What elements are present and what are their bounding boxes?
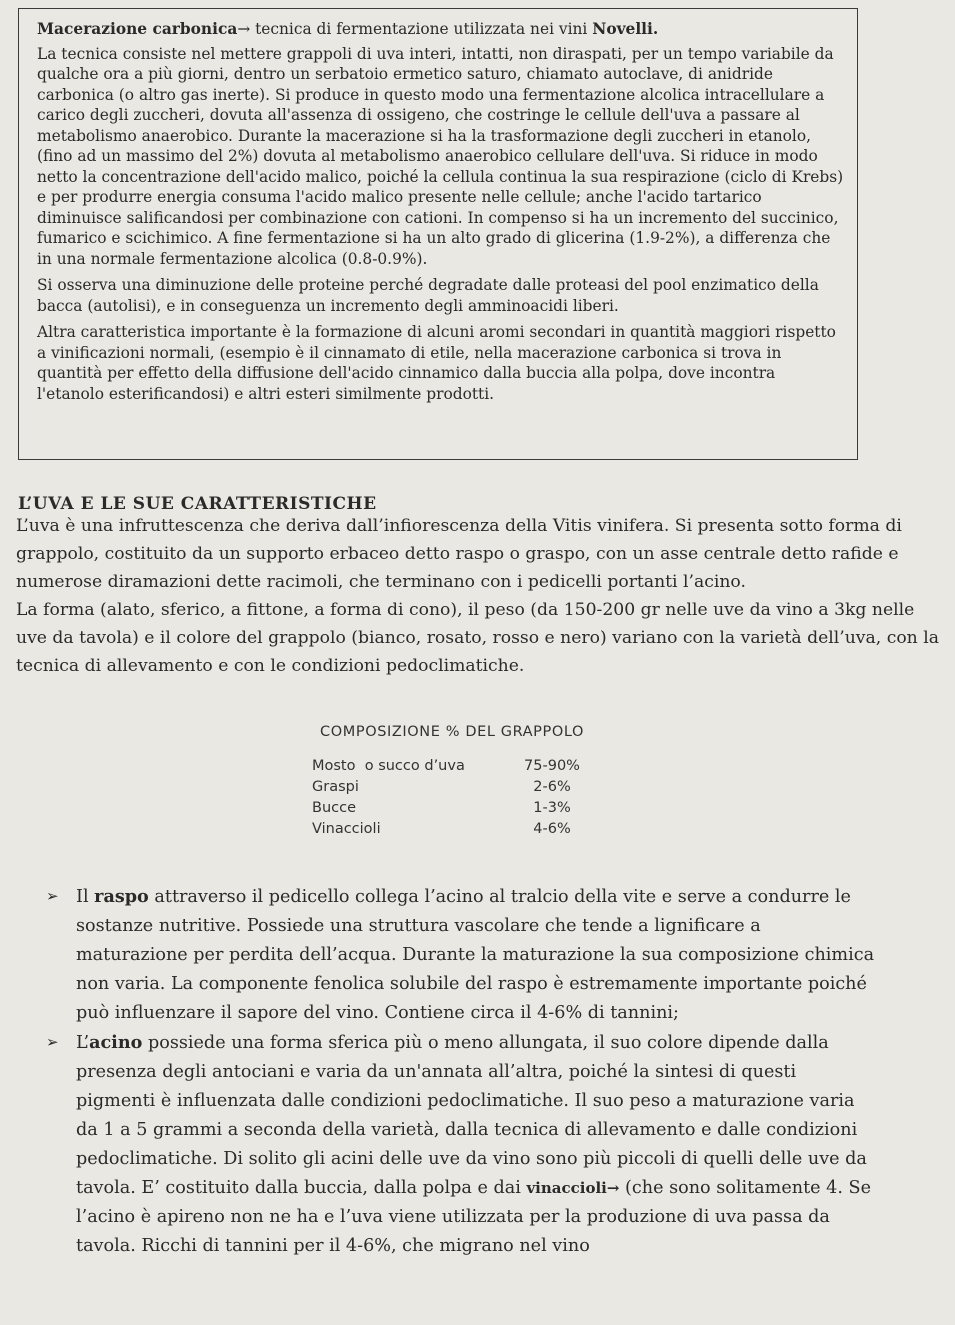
bullet-acino-text-2: (che sono solitamente 4. Se l’acino è apireno non ne ha e l’uva viene utilizzata per la produzione di uva passa da tavola. Ricchi di tannini per il 4-6%, che migrano nel vino <box>76 1178 872 1256</box>
box-title-rest: → tecnica di fermentazione utilizzata nei vini <box>237 20 593 38</box>
composition-value: 75-90% <box>524 758 580 774</box>
composition-name: Graspi <box>312 779 359 795</box>
intro-paragraph-1: L’uva è una infruttescenza che deriva dall’infiorescenza della Vitis vinifera. Si presenta sotto forma di grappolo, costituito da un supporto erbaceo detto raspo o graspo, con un asse centrale detto rafide e numerose diramazioni dette racimoli, che terminano con i pedicelli portanti l’acino. <box>16 516 902 592</box>
box-headline <box>37 19 845 40</box>
intro-paragraph-2: La forma (alato, sferico, a fittone, a forma di cono), il peso (da 150-200 gr nelle uve da vino a 3kg nelle uve da tavola) e il colore del grappolo (bianco, rosato, rosso e nero) variano con la varietà dell’uva, con la tecnica di allevamento e con le condizioni pedoclimatiche. <box>16 600 939 676</box>
box-paragraph-3: Altra caratteristica importante è la formazione di alcuni aromi secondari in quantità maggiori rispetto a vinificazioni normali, (esempio è il cinnamato di etile, nella macerazione carbonica si trova in quantità per effetto della diffusione dell'acido cinnamico dalla buccia alla polpa, dove incontra l'etanolo esterificandosi) e altri esteri similmente prodotti. <box>37 323 836 403</box>
bullet-raspo-term: raspo <box>94 886 149 907</box>
macerazione-box <box>18 8 858 460</box>
arrow-bullet-icon: ➢ <box>46 1033 59 1051</box>
box-paragraph-1: La tecnica consiste nel mettere grappoli di uva interi, intatti, non diraspati, per un tempo variabile da qualche ora a più giorni, dentro un serbatoio ermetico saturo, chiamato autoclave, di anidride carbonica (o altro gas inerte). Si produce in questo modo una fermentazione alcolica intracellulare a carico degli zuccheri, dovuta all'assenza di ossigeno, che costringe le cellule dell'uva a passare al metabolismo anaerobico. Durante la macerazione si ha la trasformazione degli zuccheri in etanolo, (fino ad un massimo del 2%) dovuta al metabolismo anaerobico cellulare dell'uva. Si riduce in modo netto la concentrazione dell'acido malico, poiché la cellula continua la sua respirazione (ciclo di Krebs) e per produrre energia consuma l'acido malico presente nelle cellule; anche l'acido tartarico diminuisce salificandosi per combinazione con cationi. In compenso si ha un incremento del succinico, fumarico e scichimico. A fine fermentazione si ha un alto grado di glicerina (1.9-2%), a differenza che in una normale fermentazione alcolica (0.8-0.9%). <box>37 44 844 268</box>
composition-row <box>308 819 608 840</box>
composition-name: Bucce <box>312 800 357 816</box>
composition-row <box>308 777 608 798</box>
composition-value: 4-6% <box>533 821 571 837</box>
composition-table <box>308 724 608 840</box>
box-paragraph-2: Si osserva una diminuzione delle proteine perché degradate dalle proteasi del pool enzimatico della bacca (autolisi), e in conseguenza un incremento degli amminoacidi liberi. <box>37 276 819 315</box>
section-intro <box>16 512 946 680</box>
bullet-acino-term: acino <box>89 1032 143 1053</box>
bullet-raspo-text: attraverso il pedicello collega l’acino al tralcio della vite e serve a condurre le sostanze nutritive. Possiede una struttura vascolare che tende a lignificare a maturazione per perdita dell’acqua. Durante la maturazione la sua composizione chimica non varia. La componente fenolica solubile del raspo è estremamente importante poiché può influenzare il sapore del vino. Contiene circa il 4-6% di tannini; <box>76 887 875 1023</box>
bullet-acino-pre: L’ <box>76 1033 90 1053</box>
arrow-bullet-icon: ➢ <box>46 887 59 905</box>
composition-title: COMPOSIZIONE % DEL GRAPPOLO <box>320 724 585 740</box>
bullet-raspo <box>46 882 876 1028</box>
composition-row <box>308 756 608 777</box>
section-title: L’UVA E LE SUE CARATTERISTICHE <box>18 494 377 514</box>
composition-name: Mosto o succo d’uva <box>312 758 465 774</box>
bullet-acino <box>46 1028 876 1261</box>
composition-value: 1-3% <box>533 800 571 816</box>
box-title: Macerazione carbonica <box>37 20 238 38</box>
composition-value: 2-6% <box>533 779 571 795</box>
bullet-raspo-pre: Il <box>76 887 95 907</box>
bullet-vinaccioli-term: vinaccioli→ <box>526 1179 620 1197</box>
bullet-list <box>46 882 876 1261</box>
composition-row <box>308 798 608 819</box>
composition-name: Vinaccioli <box>312 821 381 837</box>
bullet-acino-text: possiede una forma sferica più o meno allungata, il suo colore dipende dalla presenza degli antociani e varia da un'annata all’altra, poiché la sintesi di questi pigmenti è influenzata dalle condizioni pedoclimatiche. Il suo peso a maturazione varia da 1 a 5 grammi a seconda della varietà, dalla tecnica di allevamento e dalle condizioni pedoclimatiche. Di solito gli acini delle uve da vino sono più piccoli di quelli delle uve da tavola. E’ costituito dalla buccia, dalla polpa e dai <box>76 1033 867 1198</box>
box-title-novelli: Novelli. <box>592 20 659 38</box>
